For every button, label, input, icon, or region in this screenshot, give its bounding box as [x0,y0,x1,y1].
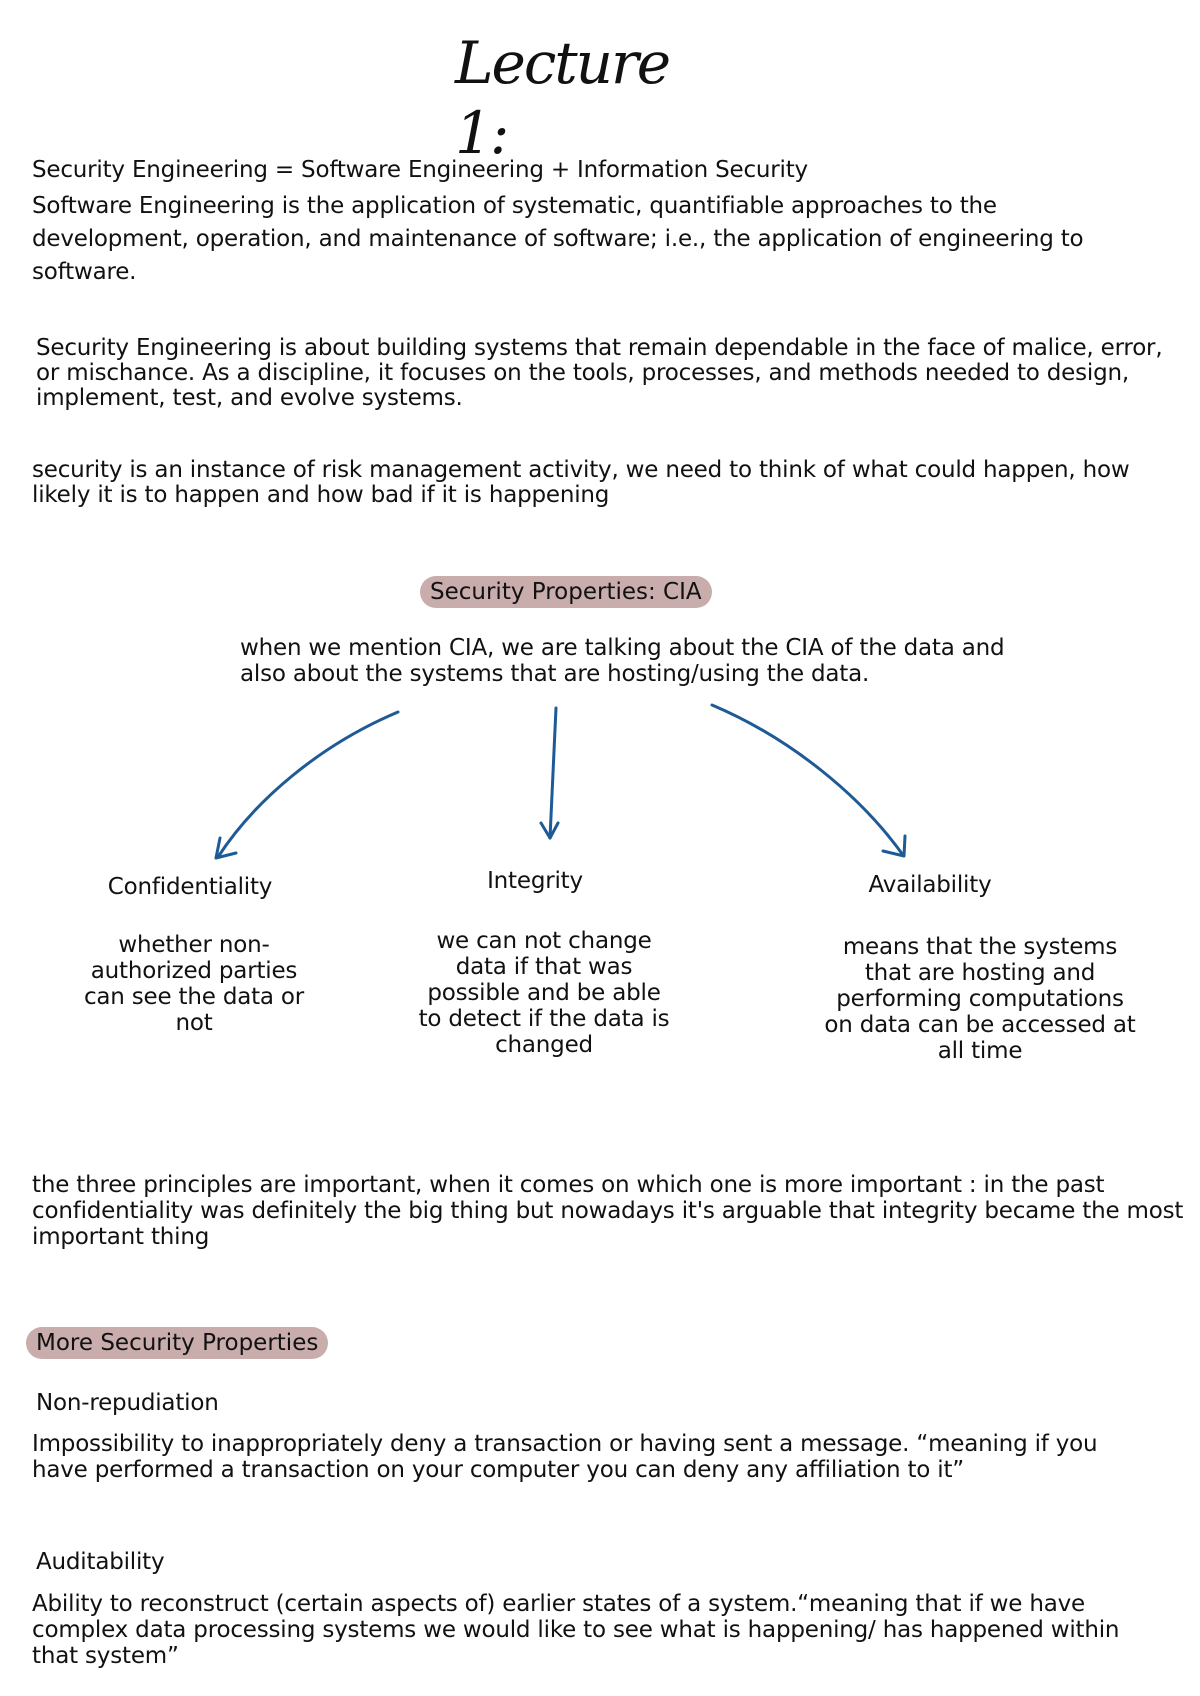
risk-management-text: security is an instance of risk management activity, we need to think of what could happen, how likely it is to happen and how bad if it is happening [32,457,1130,508]
availability-label: Availability [868,872,992,898]
non-repudiation-title: Non-repudiation [36,1390,219,1416]
confidentiality-definition: whether non-authorized parties can see the data or not [83,932,305,1036]
page-title: Lecture 1: [455,29,670,167]
auditability-title: Auditability [36,1549,165,1575]
non-repudiation-definition: Impossibility to inappropriately deny a transaction or having sent a message. “meaning if you have performed a transaction on your computer you can deny any affiliation to it” [32,1431,1098,1483]
confidentiality-label: Confidentiality [107,874,273,900]
integrity-label: Integrity [487,868,583,894]
arrow-to-integrity [550,708,556,838]
arrow-to-confidentiality [218,712,398,857]
integrity-definition: we can not change data if that was possible and be able to detect if the data is changed [418,928,670,1058]
cia-description: when we mention CIA, we are talking about the CIA of the data and also about the systems that are hosting/using the data. [240,635,1005,687]
security-engineering-text: Security Engineering is about building systems that remain dependable in the face of malice, error, or mischance. As a discipline, it focuses on the tools, processes, and methods needed to design, implement, test, and evolve systems. [36,335,1163,411]
more-properties-heading: More Security Properties [26,1327,328,1359]
software-engineering-text: Software Engineering is the application of systematic, quantifiable approaches to the development, operation, and maintenance of software; i.e., the application of engineering to software. [32,193,1084,285]
arrow-to-availability [712,705,903,855]
equation-text: Security Engineering = Software Engineering + Information Security [32,157,808,183]
availability-definition: means that the systems that are hosting and performing computations on data can be accessed at all time [824,934,1136,1064]
cia-heading: Security Properties: CIA [420,576,712,608]
auditability-definition: Ability to reconstruct (certain aspects of) earlier states of a system.“meaning that if we have complex data processing systems we would like to see what is happening/ has happened within that system” [32,1591,1120,1669]
cia-importance-text: the three principles are important, when it comes on which one is more important : in the past confidentiality was definitely the big thing but nowadays it's arguable that integrity became the most important thing [32,1172,1184,1250]
